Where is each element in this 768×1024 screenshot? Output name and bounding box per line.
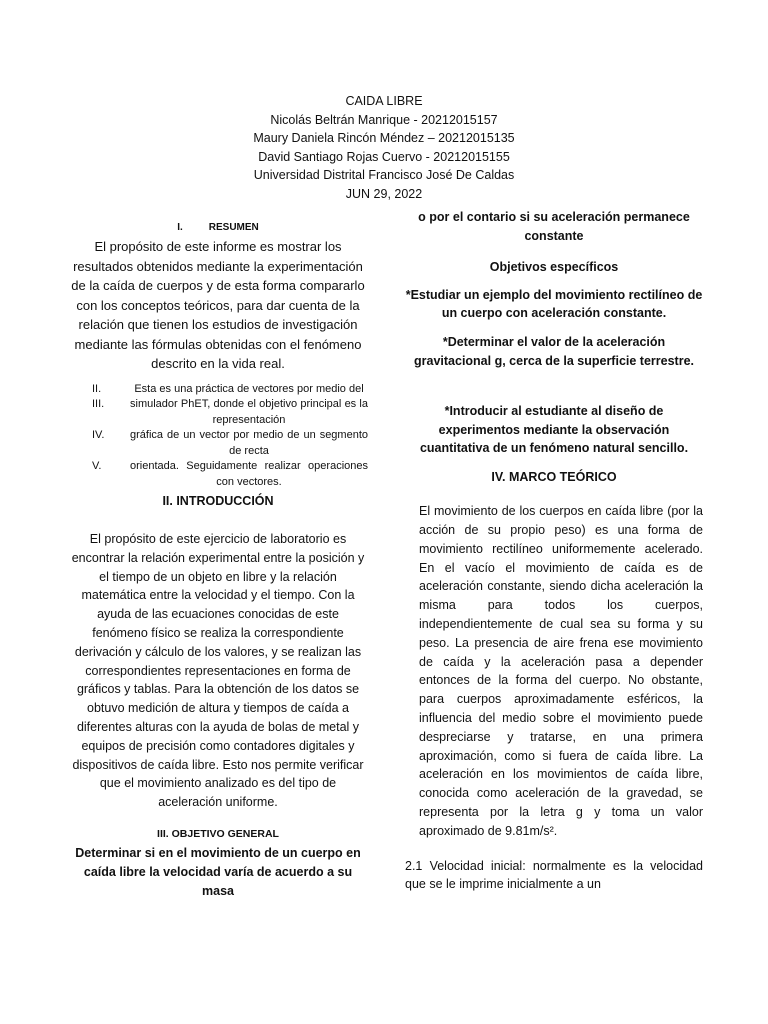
objetivo-especifico-item: *Introducir al estudiante al diseño de experimentos mediante la observación cuantitativa de un fenómeno natural sencillo. (419, 403, 689, 456)
numbered-list (68, 382, 368, 491)
resumen-text: El propósito de este informe es mostrar los resultados obtenidos mediante la experimentación de la caída de cuerpos y de esta forma compararlo con los conceptos teóricos, para dar cuenta de la relación que tienen los estudios de investigación mediante las fórmulas obtenidas con el fenómeno descrito en la vida real. (71, 239, 365, 371)
list-item-text: simulador PhET, donde el objetivo principal es la representación (130, 398, 368, 426)
list-item-text: Esta es una práctica de vectores por medio del (134, 382, 364, 395)
list-item (68, 382, 368, 398)
left-column (68, 222, 368, 900)
list-item-text: orientada. Seguidamente realizar operaciones con vectores. (130, 460, 368, 488)
objetivo-general-heading: III. OBJETIVO GENERAL (157, 827, 279, 840)
list-item (68, 428, 368, 459)
marco-teorico-heading: IV. MARCO TEÓRICO (491, 470, 617, 485)
author-line: Nicolás Beltrán Manrique - 20212015157 (270, 112, 498, 127)
objetivo-especifico-item: *Estudiar un ejemplo del movimiento rectilíneo de un cuerpo con aceleración constante. (405, 287, 703, 321)
objetivos-especificos-heading: Objetivos específicos (489, 259, 619, 274)
subsection-number: 2.1 (405, 858, 423, 873)
institution: Universidad Distrital Francisco José De Caldas (253, 168, 515, 182)
introduccion-heading: II. INTRODUCCIÓN (162, 494, 274, 508)
objetivo-continuation: o por el contario si su aceleración permanece constante (418, 210, 690, 243)
resumen-title: RESUMEN (208, 222, 259, 233)
velocidad-inicial-paragraph (405, 857, 703, 895)
list-item-number: V. (92, 460, 102, 472)
velocidad-inicial-text: Velocidad inicial: normalmente es la velocidad que se le imprime inicialmente a un (405, 858, 703, 892)
objetivo-especifico-item: *Determinar el valor de la aceleración gravitacional g, cerca de la superficie terrestre. (414, 335, 694, 368)
paper-date: JUN 29, 2022 (345, 186, 423, 201)
resumen-number: I. (177, 222, 183, 233)
paper-title: CAIDA LIBRE (345, 94, 423, 108)
paper-header (0, 92, 768, 203)
right-column (405, 208, 703, 894)
list-item-text: gráfica de un vector por medio de un segmento de recta (130, 429, 368, 457)
introduccion-text: El propósito de este ejercicio de laboratorio es encontrar la relación experimental entre la posición y el tiempo de un objeto en libre y la relación matemática entre la velocidad y el tiempo. Con la ayuda de las ecuaciones conocidas de este fenómeno físico se realiza la correspondiente derivación y cálculo de los valores, y se realizan las correspondientes representaciones en forma de gráficos y tablas. Para la obtención de los datos se obtuvo medición de altura y tiempos de caída a diferentes alturas con la ayuda de bolas de metal y equipos de precisión como contadores digitales y dispositivos de caída libre. Esto nos permite verificar que el movimiento analizado es del tipo de aceleración uniforme. (71, 532, 365, 810)
objetivo-general-text: Determinar si en el movimiento de un cuerpo en caída libre la velocidad varía de acuerdo a su masa (75, 845, 361, 898)
list-item (68, 459, 368, 490)
list-item-number: IV. (92, 429, 105, 441)
marco-teorico-text: El movimiento de los cuerpos en caída libre (por la acción de su propio peso) es una forma de movimiento rectilíneo uniformemente acelerado. En el vacío el movimiento de caída es de aceleración constante, siendo dicha aceleración la misma para todos los cuerpos, independientemente de cual sea su forma y su peso. La presencia de aire frena ese movimiento de caída y la aceleración pasa a depender entonces de la forma del cuerpo. No obstante, para cuerpos aproximadamente esféricos, la influencia del medio sobre el movimiento puede despreciarse y tratarse, en una primera aproximación, como si fuera de caída libre. La aceleración en los movimientos de caída libre, conocida como aceleración de la gravedad, se representa por la letra g y toma un valor aproximado de 9.81m/s². (419, 504, 703, 838)
list-item-number: II. (92, 382, 102, 395)
list-item-number: III. (92, 398, 105, 410)
author-line: David Santiago Rojas Cuervo - 20212015155 (258, 149, 510, 164)
list-item (68, 397, 368, 428)
author-line: Maury Daniela Rincón Méndez – 20212015135 (253, 131, 515, 145)
resumen-heading (68, 222, 368, 233)
